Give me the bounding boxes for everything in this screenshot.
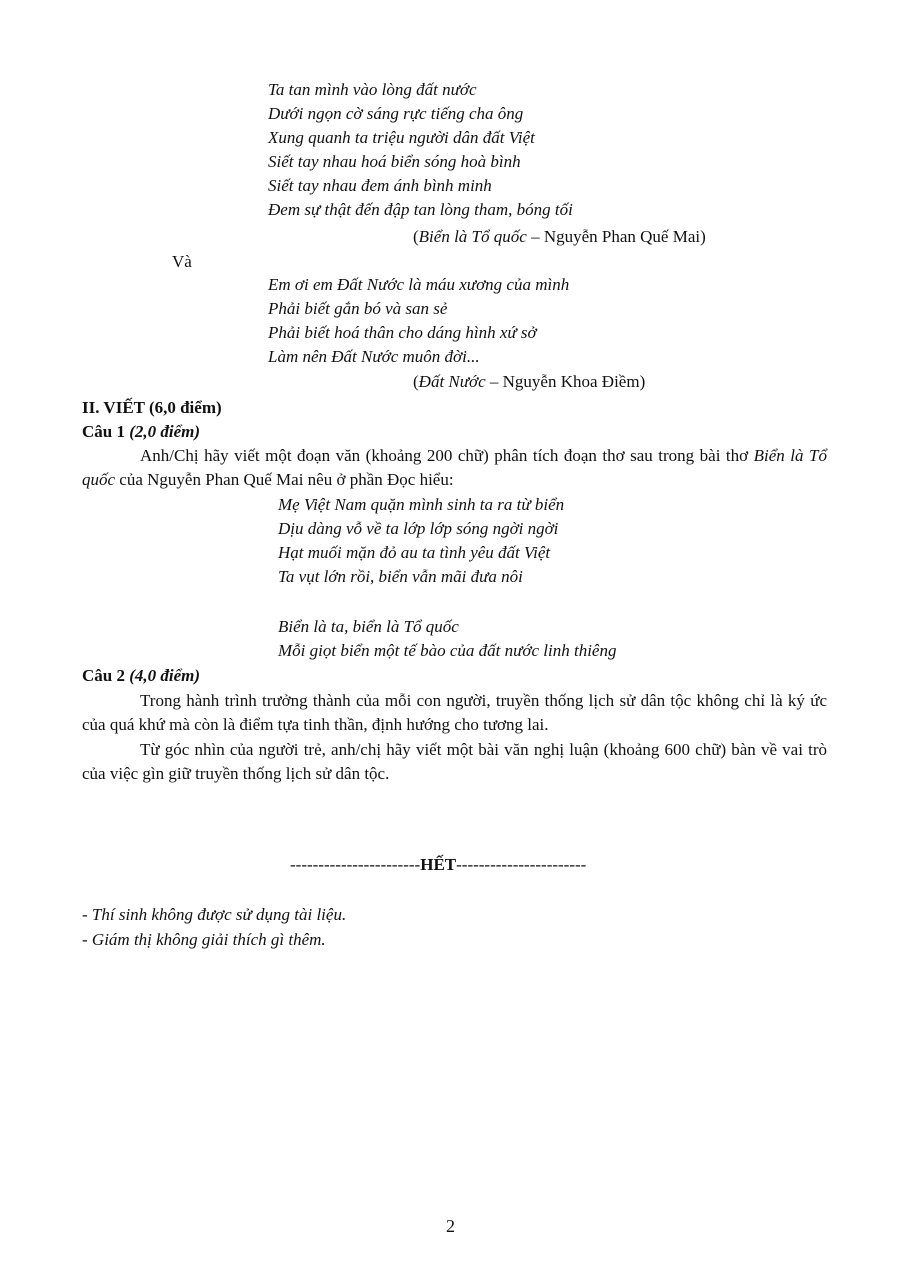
end-marker — [290, 853, 586, 877]
end-dashes: ----------------------- — [290, 855, 421, 874]
poem-line: Em ơi em Đất Nước là máu xương của mình — [268, 275, 570, 294]
attribution-title: Đất Nước — [418, 372, 486, 391]
stanza-line: Mỗi giọt biển một tế bào của đất nước linh thiêng — [278, 641, 617, 660]
attribution-title: Biển là Tổ quốc — [418, 227, 527, 246]
question-points: (4,0 điểm) — [129, 666, 201, 685]
poem-line: Làm nên Đất Nước muôn đời... — [268, 347, 480, 366]
attribution-author: – Nguyễn Khoa Điềm — [485, 372, 640, 391]
question-2-paragraph: Từ góc nhìn của người trẻ, anh/chị hãy viết một bài văn nghị luận (khoảng 600 chữ) bàn về vai trò của việc gìn giữ truyền thống lịch sử dân tộc. — [82, 740, 827, 783]
prompt-text: Anh/Chị hãy viết một đoạn văn (khoảng 200 chữ) phân tích đoạn thơ sau trong bài thơ — [140, 446, 754, 465]
poem-line: Ta tan mình vào lòng đất nước — [268, 80, 477, 99]
poem-line: Đem sự thật đến đập tan lòng tham, bóng tối — [268, 200, 573, 219]
connector-text: Và — [172, 252, 192, 271]
question-label: Câu 2 — [82, 666, 130, 685]
end-word: HẾT — [420, 855, 457, 874]
attribution-author: – Nguyễn Phan Quế Mai — [526, 227, 701, 246]
question-2-heading — [82, 664, 200, 688]
question-1-prompt — [82, 444, 827, 492]
poem-line: Xung quanh ta triệu người dân đất Việt — [268, 128, 535, 147]
section-title: II. VIẾT (6,0 điểm) — [82, 398, 222, 417]
poem-line: Phải biết hoá thân cho dáng hình xứ sở — [268, 323, 537, 342]
stanza-line: Hạt muối mặn đỏ au ta tình yêu đất Việt — [278, 543, 551, 562]
poem-line: Dưới ngọn cờ sáng rực tiếng cha ông — [268, 104, 524, 123]
note-line: - Giám thị không giải thích gì thêm. — [82, 930, 326, 949]
question-label: Câu 1 — [82, 422, 130, 441]
question-2-paragraph: Trong hành trình trưởng thành của mỗi con người, truyền thống lịch sử dân tộc không chỉ là ký ức của quá khứ mà còn là điểm tựa tinh thần, định hướng cho tương lai. — [82, 691, 827, 734]
end-dashes: ----------------------- — [456, 855, 587, 874]
stanza-line: Biển là ta, biển là Tổ quốc — [278, 617, 459, 636]
note-line: - Thí sinh không được sử dụng tài liệu. — [82, 905, 347, 924]
stanza-line: Ta vụt lớn rồi, biển vẫn mãi đưa nôi — [278, 567, 523, 586]
stanza-line: Mẹ Việt Nam quặn mình sinh ta ra từ biển — [278, 495, 565, 514]
poem-attribution: (Đất Nước – Nguyễn Khoa Điềm) — [413, 372, 646, 391]
poem-attribution: (Biển là Tổ quốc – Nguyễn Phan Quế Mai) — [413, 227, 706, 246]
question-1-heading — [82, 420, 200, 444]
stanza-line: Dịu dàng vỗ về ta lớp lớp sóng ngời ngời — [278, 519, 559, 538]
page-number: 2 — [446, 1216, 455, 1236]
question-points: (2,0 điểm) — [129, 422, 201, 441]
prompt-text: của Nguyễn Phan Quế Mai nêu ở phần Đọc hiểu: — [115, 470, 454, 489]
poem-line: Siết tay nhau hoá biển sóng hoà bình — [268, 152, 521, 171]
poem-line: Phải biết gắn bó và san sẻ — [268, 299, 448, 318]
poem-line: Siết tay nhau đem ánh bình minh — [268, 176, 492, 195]
prompt-title: Biển là Tổ quốc — [82, 446, 827, 489]
